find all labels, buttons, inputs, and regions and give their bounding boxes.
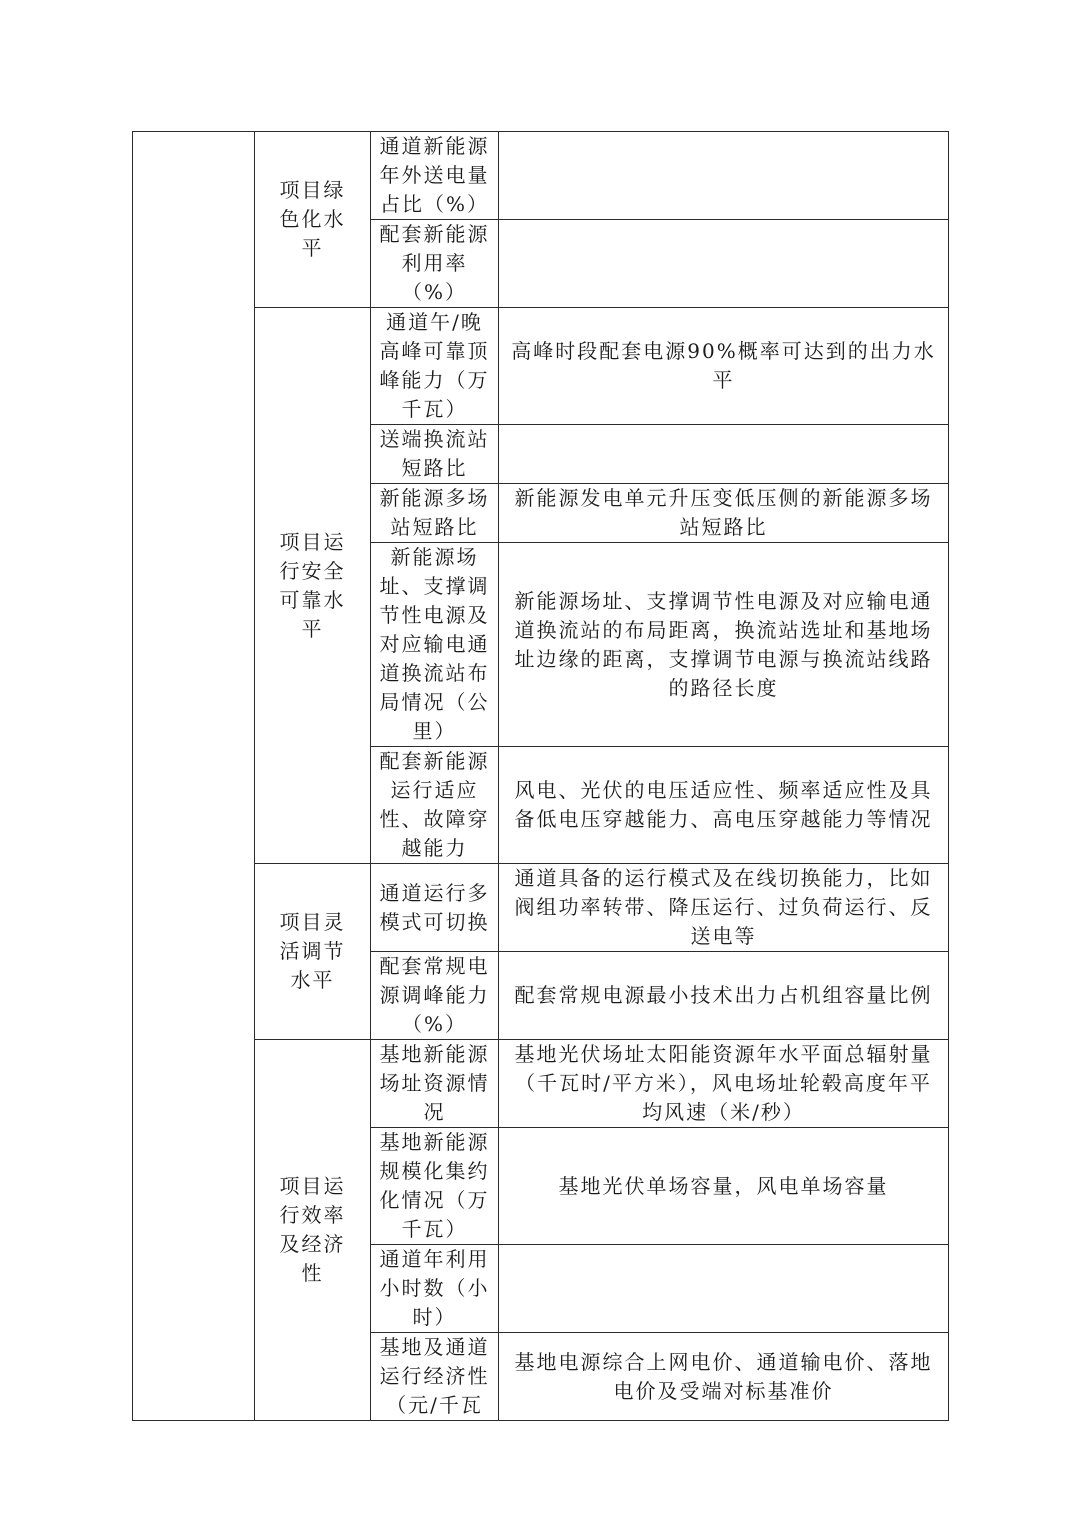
indicator-cell bbox=[371, 864, 499, 952]
indicator-cell bbox=[371, 484, 499, 543]
level-1-category-cell bbox=[133, 132, 255, 1421]
indicator-label: 通道午/晚高峰可靠顶峰能力（万千瓦） bbox=[379, 310, 490, 421]
description-cell bbox=[499, 543, 949, 747]
indicator-cell bbox=[371, 425, 499, 484]
indicator-label: 新能源多场站短路比 bbox=[379, 486, 490, 539]
indicator-label: 基地新能源场址资源情况 bbox=[379, 1042, 490, 1124]
description-text: 风电、光伏的电压适应性、频率适应性及具备低电压穿越能力、高电压穿越能力等情况 bbox=[514, 778, 933, 831]
indicator-cell bbox=[371, 132, 499, 220]
description-cell bbox=[499, 1333, 949, 1421]
description-text: 基地光伏场址太阳能资源年水平面总辐射量（千瓦时/平方米），风电场址轮毂高度年平均风速（米/秒） bbox=[514, 1042, 933, 1124]
category-cell bbox=[255, 308, 371, 864]
indicator-cell bbox=[371, 1245, 499, 1333]
description-cell bbox=[499, 1040, 949, 1128]
indicator-cell bbox=[371, 952, 499, 1040]
description-cell bbox=[499, 308, 949, 425]
indicator-label: 通道年利用小时数（小时） bbox=[379, 1247, 490, 1329]
evaluation-indicator-table bbox=[132, 131, 949, 1421]
description-text: 新能源发电单元升压变低压侧的新能源多场站短路比 bbox=[514, 486, 933, 539]
description-text: 新能源场址、支撑调节性电源及对应输电通道换流站的布局距离，换流站选址和基地场址边缘的距离，支撑调节电源与换流站线路的路径长度 bbox=[514, 588, 933, 700]
indicator-label: 配套新能源利用率（%） bbox=[379, 222, 490, 304]
category-cell bbox=[255, 132, 371, 308]
description-cell bbox=[499, 952, 949, 1040]
indicator-cell bbox=[371, 747, 499, 864]
description-cell bbox=[499, 484, 949, 543]
description-cell bbox=[499, 425, 949, 484]
category-label: 项目灵活调节水平 bbox=[279, 910, 346, 992]
indicator-cell bbox=[371, 543, 499, 747]
description-cell bbox=[499, 864, 949, 952]
category-label: 项目运行效率及经济性 bbox=[279, 1174, 346, 1285]
category-label: 项目运行安全可靠水平 bbox=[279, 529, 346, 641]
indicator-label: 通道运行多模式可切换 bbox=[379, 880, 490, 934]
indicator-label: 送端换流站短路比 bbox=[379, 427, 490, 480]
table-row bbox=[133, 308, 949, 425]
description-cell bbox=[499, 1128, 949, 1245]
description-cell bbox=[499, 132, 949, 220]
indicator-cell bbox=[371, 220, 499, 308]
table-row bbox=[133, 864, 949, 952]
indicator-label: 配套常规电源调峰能力（%） bbox=[379, 954, 490, 1036]
description-text: 基地光伏单场容量，风电单场容量 bbox=[558, 1173, 889, 1198]
indicator-label: 通道新能源年外送电量占比（%） bbox=[379, 134, 490, 216]
indicator-cell bbox=[371, 1128, 499, 1245]
description-cell bbox=[499, 1245, 949, 1333]
indicator-label: 基地及通道运行经济性（元/千瓦 bbox=[379, 1335, 490, 1417]
indicator-cell bbox=[371, 308, 499, 425]
description-text: 配套常规电源最小技术出力占机组容量比例 bbox=[514, 983, 933, 1007]
indicator-cell bbox=[371, 1040, 499, 1128]
description-text: 基地电源综合上网电价、通道输电价、落地电价及受端对标基准价 bbox=[514, 1349, 933, 1403]
category-cell bbox=[255, 864, 371, 1040]
description-cell bbox=[499, 747, 949, 864]
description-cell bbox=[499, 220, 949, 308]
category-label: 项目绿色化水平 bbox=[279, 178, 346, 260]
indicator-label: 新能源场址、支撑调节性电源及对应输电通道换流站布局情况（公里） bbox=[379, 545, 490, 743]
category-cell bbox=[255, 1040, 371, 1421]
description-text: 高峰时段配套电源90%概率可达到的出力水平 bbox=[511, 339, 936, 392]
description-text: 通道具备的运行模式及在线切换能力，比如阀组功率转带、降压运行、过负荷运行、反送电等 bbox=[514, 866, 933, 948]
indicator-label: 基地新能源规模化集约化情况（万千瓦） bbox=[379, 1130, 490, 1241]
table-row bbox=[133, 132, 949, 220]
indicator-cell bbox=[371, 1333, 499, 1421]
indicator-label: 配套新能源运行适应性、故障穿越能力 bbox=[379, 749, 490, 860]
table-row bbox=[133, 1040, 949, 1128]
